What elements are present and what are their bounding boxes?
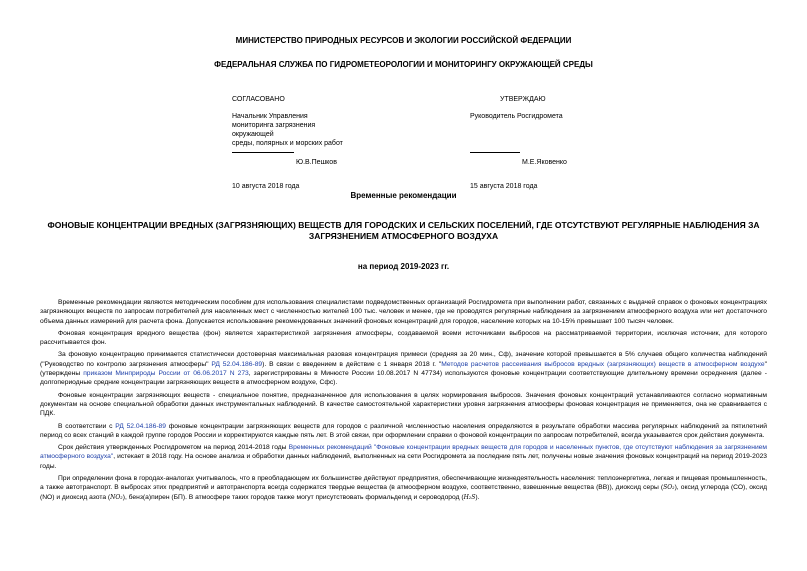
paragraph-background-concentration bbox=[40, 350, 767, 387]
agreed-label: СОГЛАСОВАНО bbox=[232, 96, 285, 103]
text: , истекает в 2018 году. На основе анализа и обработки данных наблюдений, выполненных на сети Росгидромета за последние пять лет, получены новые значения фоновых концентраций на период 2019-2023 годы. bbox=[40, 453, 768, 470]
text: Срок действия утвержденных Росгидрометом на период 2014-2018 годы bbox=[58, 444, 289, 452]
approved-signer: М.Е.Яковенко bbox=[522, 159, 567, 166]
order-273-link[interactable]: приказом Минприроды России от 06.06.2017 N 273 bbox=[83, 370, 249, 378]
paragraph-validity-period bbox=[40, 443, 767, 471]
paragraph-rd-accordance bbox=[40, 422, 767, 441]
document-title: ФОНОВЫЕ КОНЦЕНТРАЦИИ ВРЕДНЫХ (ЗАГРЯЗНЯЮЩИХ) ВЕЩЕСТВ ДЛЯ ГОРОДСКИХ И СЕЛЬСКИХ ПОСЕЛЕНИЙ, ГДЕ ОТСУТСТВУЮТ РЕГУЛЯРНЫЕ НАБЛЮДЕНИЯ ЗА ЗАГРЯЗНЕНИЕМ АТМОСФЕРНОГО ВОЗДУХА bbox=[47, 220, 760, 241]
approved-signature-line bbox=[470, 152, 520, 153]
paragraph-special-concept: Фоновые концентрации загрязняющих веществ - специальное понятие, предназначенное для использования в целях нормирования выбросов. Значения фоновых концентраций устанавливаются согласно нормативным документам на основе специальной обработки данных инструментальных наблюдений. В качестве самостоятельной характеристики уровня загрязнения атмосферы фоновая концентрация не применяется, она не сравнивается с ПДК. bbox=[40, 391, 767, 418]
text: В соответствии с bbox=[58, 422, 116, 430]
agreed-signer: Ю.В.Пешков bbox=[296, 159, 337, 166]
text: ). В связи с введением в действие с 1 января 2018 г. " bbox=[262, 360, 442, 368]
agreed-position bbox=[232, 112, 412, 148]
text: фоновые концентрации загрязняющих веществ для городов с различной численностью населения определяются в результате обработки массива регулярных наблюдений за пятилетний период со всех станций в каждой группе городов России и корректируются каждые пять лет. В этой связи, при оформлении справки о фоновой концентрации по запросам потребителей, всегда указывается срок действия документа. bbox=[40, 422, 767, 439]
no2-formula: NO₂ bbox=[110, 493, 123, 501]
temporary-recommendations-link[interactable]: Временных рекомендаций "Фоновые концентрации вредных веществ для городов и населенных пунктов, где отсутствуют наблюдения за загрязнением атмосферного воздуха" bbox=[40, 444, 767, 461]
approved-label: УТВЕРЖДАЮ bbox=[500, 96, 546, 103]
so2-formula: SO₂ bbox=[663, 484, 675, 492]
agreed-position-line: мониторинга загрязнения bbox=[232, 122, 316, 129]
agreed-position-line: Начальник Управления bbox=[232, 113, 308, 120]
agreed-position-line: среды, полярных и морских работ bbox=[232, 140, 343, 147]
text: , зарегистрированы в Минюсте России 10.08.2017 N 47734) используются фоновые концентрации соответствующие длительному времени осреднения (далее - долгопериодные средние концентрации загрязняющих веществ в атмосферном воздухе, Сфс). bbox=[40, 370, 767, 387]
rd-52-04-186-89-link[interactable]: РД 52.04.186-89 bbox=[211, 360, 263, 368]
agreed-date: 10 августа 2018 года bbox=[232, 183, 300, 190]
paragraph-purpose: Временные рекомендации являются методическим пособием для использования специалистами подведомственных организаций Росгидромета при выполнении работ, связанных с выдачей справок о фоновых концентрациях загрязняющих веществ по запросам потребителей для населенных мест с численностью жителей 100 тыс. человек и менее, где не проводятся регулярные наблюдения за загрязнением атмосферного воздуха или нет достаточного объема данных измерений для расчета фона. Допускается использование рекомендованных значений фоновых концентраций для городов, население которых на 10-15% превышает 100 тысяч человек. bbox=[40, 299, 767, 325]
dispersion-methods-link[interactable]: Методов расчетов рассеивания выбросов вредных (загрязняющих) веществ в атмосферном воздухе bbox=[441, 360, 765, 368]
approved-date: 15 августа 2018 года bbox=[470, 183, 538, 190]
rd-52-04-186-89-link[interactable]: РД 52.04.186-89 bbox=[115, 422, 166, 430]
text: При определении фона в городах-аналогах учитывалось, что в преобладающем их большинстве действуют предприятия, обеспечивающие жизнедеятельность населения: теплоэнергетика, легкая и пищевая промышленность, а также автотранспорт. В выбросах этих предприятий и автотранспорта всегда содержатся твердые вещества (в атмосферном воздухе, соответственно, взвешенные вещества (ВВ)), диоксид серы ( bbox=[40, 475, 767, 492]
agreed-signature-line bbox=[232, 152, 294, 153]
ministry-heading: МИНИСТЕРСТВО ПРИРОДНЫХ РЕСУРСОВ И ЭКОЛОГИИ РОССИЙСКОЙ ФЕДЕРАЦИИ bbox=[235, 36, 572, 45]
h2s-formula: H₂S bbox=[463, 493, 476, 501]
service-heading: ФЕДЕРАЛЬНАЯ СЛУЖБА ПО ГИДРОМЕТЕОРОЛОГИИ И МОНИТОРИНГУ ОКРУЖАЮЩЕЙ СРЕДЫ bbox=[214, 60, 593, 69]
paragraph-analog-cities bbox=[40, 474, 767, 502]
text: ). bbox=[475, 493, 480, 501]
document-period: на период 2019-2023 гг. bbox=[357, 262, 450, 271]
approved-position: Руководитель Росгидромета bbox=[470, 113, 563, 120]
text: ), бенз(а)пирен (БП). В атмосфере таких городов также могут присутствовать формальдегид и сероводород ( bbox=[122, 493, 464, 501]
text: ), оксид углерода (СО), оксид (NO) и диоксид азота ( bbox=[40, 484, 767, 501]
text: " (утверждены bbox=[40, 360, 767, 378]
document-type: Временные рекомендации bbox=[350, 191, 457, 200]
agreed-position-line: окружающей bbox=[232, 131, 274, 138]
paragraph-background-definition: Фоновая концентрация вредного вещества (фон) является характеристикой загрязнения атмосферы, создаваемой всеми источниками выбросов на рассматриваемой территории, исключая источник, для которого рассчитывается фон. bbox=[40, 329, 767, 347]
text: За фоновую концентрацию принимается статистически достоверная максимальная разовая концентрация примеси (средняя за 20 мин., Сф), значение которой превышается в 5% случаев общего количества наблюдений ("Руководство по контролю загрязнения атмосферы" bbox=[40, 351, 767, 368]
document-body bbox=[40, 298, 767, 505]
